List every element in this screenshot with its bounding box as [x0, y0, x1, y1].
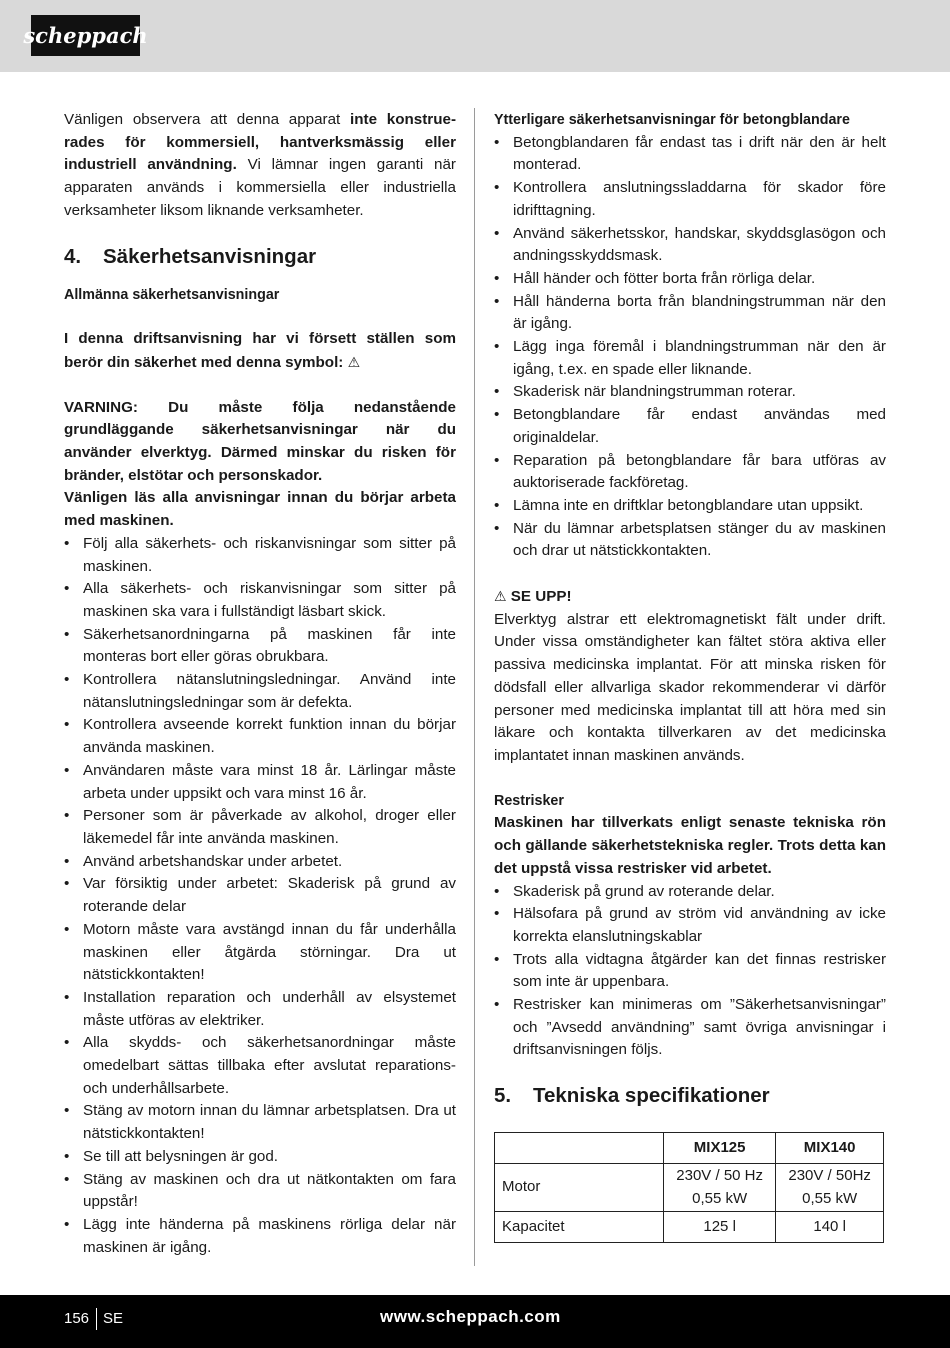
- intro-paragraph: [64, 109, 456, 223]
- table-header-cell: MIX140: [776, 1133, 884, 1164]
- table-row: [495, 1164, 884, 1212]
- bullet-dot: •: [494, 224, 500, 242]
- section-5-heading: [494, 1082, 886, 1110]
- residual-risks-list: [494, 881, 886, 1063]
- residual-risks-intro: Maskinen har tillverkats enligt senaste tekniska rön och gällande säkerhetstekniska regler. Trots detta kan det uppstå vissa restrisker vid arbetet.: [494, 814, 886, 877]
- website-link[interactable]: www.scheppach.com: [380, 1307, 561, 1326]
- spec-table: [494, 1132, 884, 1243]
- caution-title: SE UPP!: [510, 588, 572, 606]
- list-item-text: Följ alla säkerhets- och riskanvisningar som sitter på maskinen.: [83, 534, 456, 575]
- column-divider: [474, 108, 475, 1266]
- list-item-text: Lägg inga föremål i blandningstrumman när den är igång, t.ex. en spade eller liknande.: [513, 338, 886, 378]
- concrete-mixer-safety-heading: Ytterligare säkerhetsanvisningar för betongblandare: [494, 112, 850, 128]
- list-item: [494, 132, 886, 177]
- list-item-text: Använd säkerhetsskor, handskar, skyddsglasögon och andningsskyddsmask.: [513, 224, 886, 265]
- list-item: [64, 714, 456, 759]
- bullet-dot: •: [64, 875, 70, 893]
- list-item: [64, 624, 456, 669]
- warning-triangle-icon: ⚠: [494, 588, 507, 605]
- bullet-dot: •: [64, 1102, 70, 1120]
- bullet-dot: •: [494, 996, 500, 1014]
- bullet-dot: •: [494, 882, 500, 900]
- bullet-dot: •: [64, 580, 70, 598]
- residual-risks-heading: Restrisker: [494, 792, 564, 809]
- list-item-text: Skaderisk när blandningstrumman roterar.: [513, 383, 796, 401]
- list-item: [64, 919, 456, 987]
- footer-separator: [96, 1308, 97, 1330]
- list-item-text: Användaren måste vara minst 18 år. Lärlingar måste arbeta under uppsikt och vara minst 16 år.: [83, 761, 456, 802]
- bullet-dot: •: [64, 534, 70, 552]
- list-item: [494, 450, 886, 495]
- page-number: 156: [64, 1310, 90, 1327]
- table-cell: [776, 1164, 884, 1212]
- list-item: [494, 518, 886, 563]
- caution-heading: [494, 585, 886, 609]
- footer-bar: [0, 1295, 950, 1348]
- list-item-text: Säkerhetsanordningarna på maskinen får inte monteras bort eller göras obrukbara.: [83, 625, 456, 666]
- list-item: [494, 994, 886, 1062]
- list-item: [494, 381, 886, 404]
- table-header-row: [495, 1133, 884, 1164]
- section-4-number: 4.: [64, 244, 82, 268]
- list-item-text: Hälsofara på grund av ström vid användning av icke korrekta elanslutningskablar: [513, 905, 886, 945]
- list-item-text: Personer som är påverkade av alkohol, droger eller läkemedel får inte använda maskinen.: [83, 807, 456, 847]
- list-item: [494, 336, 886, 381]
- symbol-note-text: I denna driftsanvisning har vi försett ställen som berör din säkerhet med denna symbol:: [64, 330, 456, 371]
- bullet-dot: •: [64, 920, 70, 938]
- bullet-dot: •: [64, 1034, 70, 1052]
- bullet-dot: •: [494, 383, 500, 401]
- right-column: [494, 109, 886, 1243]
- brand-logo: scheppach: [31, 15, 140, 56]
- list-item-text: Håll händer och fötter borta från rörliga delar.: [513, 269, 816, 287]
- list-item: [494, 404, 886, 449]
- list-item: [64, 1032, 456, 1100]
- bullet-dot: •: [494, 269, 500, 287]
- list-item-text: Installation reparation och underhåll av elsystemet måste utföras av elektriker.: [83, 988, 456, 1029]
- read-instructions-note: Vänligen läs alla anvisningar innan du börjar arbeta med maskinen.: [64, 489, 456, 530]
- bullet-dot: •: [494, 950, 500, 968]
- warning-triangle-icon: ⚠: [347, 353, 361, 370]
- bullet-dot: •: [494, 292, 500, 310]
- list-item: [494, 177, 886, 222]
- list-item-text: Motorn måste vara avstängd innan du får underhålla maskinen eller åtgärda störningar. Dra ut nätstickkontakten!: [83, 920, 456, 984]
- list-item-text: Alla säkerhets- och riskanvisningar som sitter på maskinen ska vara i fullständigt läsbart skick.: [83, 580, 456, 620]
- bullet-dot: •: [494, 519, 500, 537]
- bullet-dot: •: [494, 133, 500, 151]
- list-item-text: Använd arbetshandskar under arbetet.: [83, 852, 343, 870]
- section-4-heading: [64, 243, 456, 271]
- table-cell: Motor: [495, 1164, 664, 1212]
- table-cell-line: 0,55 kW: [692, 1189, 748, 1207]
- table-row: [495, 1212, 884, 1243]
- list-item: [64, 987, 456, 1032]
- list-item-text: Kontrollera anslutningssladdarna för skador före idrifttagning.: [513, 179, 886, 219]
- table-cell-line: 230V / 50 Hz: [676, 1166, 763, 1184]
- bullet-dot: •: [494, 179, 500, 197]
- list-item: [494, 268, 886, 291]
- section-5-title: Tekniska specifikationer: [533, 1084, 770, 1108]
- general-safety-heading: Allmänna säkerhetsanvisningar: [64, 286, 280, 303]
- list-item: [64, 851, 456, 874]
- table-cell-line: 0,55 kW: [802, 1189, 858, 1207]
- bullet-dot: •: [64, 761, 70, 779]
- list-item-text: Se till att belysningen är god.: [83, 1147, 279, 1165]
- left-column: [64, 109, 456, 1259]
- list-item-text: Kontrollera avseende korrekt funktion innan du börjar använda maskinen.: [83, 716, 456, 757]
- list-item-text: Lägg inte händerna på maskinens rörliga delar när maskinen är igång.: [83, 1215, 456, 1256]
- list-item: [64, 805, 456, 850]
- language-code: SE: [103, 1310, 124, 1327]
- list-item: [64, 1146, 456, 1169]
- list-item: [494, 949, 886, 994]
- list-item: [64, 1100, 456, 1145]
- bullet-dot: •: [64, 671, 70, 689]
- list-item: [64, 533, 456, 578]
- list-item-text: Kontrollera nätanslutningsledningar. Använd inte nätanslutningsledningar som är defekta.: [83, 671, 456, 711]
- list-item: [494, 495, 886, 518]
- general-safety-list: [64, 533, 456, 1260]
- bullet-dot: •: [64, 988, 70, 1006]
- list-item: [64, 669, 456, 714]
- bullet-dot: •: [494, 496, 500, 514]
- list-item-text: Betongblandaren får endast tas i drift när den är helt monterad.: [513, 133, 886, 174]
- intro-text-bold: inte konstruerades för kommersiell, hantverksmässig eller industriell användning.: [64, 111, 456, 174]
- warning-paragraph: VARNING: Du måste följa nedanstående grundläggande säkerhetsanvisningar när du använder elverktyg. Därmed minskar du risken för bränder, elstötar och personskador.: [64, 398, 456, 484]
- bullet-dot: •: [494, 338, 500, 356]
- table-header-cell: [495, 1133, 664, 1164]
- list-item-text: Var försiktig under arbetet: Skaderisk på grund av roterande delar: [83, 875, 456, 916]
- bullet-dot: •: [64, 852, 70, 870]
- list-item: [494, 223, 886, 268]
- bullet-dot: •: [64, 807, 70, 825]
- bullet-dot: •: [64, 716, 70, 734]
- list-item: [494, 291, 886, 336]
- concrete-mixer-safety-list: [494, 132, 886, 563]
- symbol-note: [64, 328, 456, 374]
- list-item: [64, 760, 456, 805]
- table-header-cell: MIX125: [664, 1133, 776, 1164]
- list-item: [64, 873, 456, 918]
- list-item-text: Stäng av motorn innan du lämnar arbetsplatsen. Dra ut nätstickkontakten!: [83, 1102, 456, 1143]
- bullet-dot: •: [64, 1147, 70, 1165]
- table-cell: 125 l: [664, 1212, 776, 1243]
- list-item-text: Restrisker kan minimeras om ”Säkerhetsanvisningar” och ”Avsedd användning” samt övriga anvisningar i driftsanvisningen följs.: [513, 996, 886, 1059]
- list-item-text: Skaderisk på grund av roterande delar.: [513, 882, 775, 900]
- table-cell: [664, 1164, 776, 1212]
- list-item: [494, 881, 886, 904]
- list-item: [64, 1214, 456, 1259]
- bullet-dot: •: [494, 406, 500, 424]
- list-item: [64, 1169, 456, 1214]
- list-item-text: Reparation på betongblandare får bara utföras av auktoriserade fackföretag.: [513, 451, 886, 492]
- list-item-text: Alla skydds- och säkerhetsanordningar måste omedelbart sättas tillbaka efter avslutat reparations- och underhållsarbete.: [83, 1034, 456, 1097]
- list-item: [64, 578, 456, 623]
- list-item: [494, 903, 886, 948]
- list-item-text: Lämna inte en driftklar betongblandare utan uppsikt.: [513, 496, 864, 514]
- list-item-text: Trots alla vidtagna åtgärder kan det finnas restrisker som inte är uppenbara.: [513, 950, 886, 991]
- bullet-dot: •: [494, 451, 500, 469]
- list-item-text: Stäng av maskinen och dra ut nätkontakten om fara uppstår!: [83, 1170, 456, 1211]
- list-item-text: Håll händerna borta från blandningstrumman när den är igång.: [513, 292, 886, 333]
- bullet-dot: •: [494, 905, 500, 923]
- section-4-title: Säkerhetsanvisningar: [103, 244, 317, 268]
- bullet-dot: •: [64, 1215, 70, 1233]
- caution-paragraph: Elverktyg alstrar ett elektromagnetiskt fält under drift. Under vissa omständigheter kan fältet störa aktiva eller passiva medicinska implantat. För att minska risken för dödsfall eller allvarliga skador rekommenderar vi därför personer med medicinska implantat till att höra med sin läkare och kontakta tillverkaren av det medicinska implantatet innan maskinen används.: [494, 610, 886, 764]
- list-item-text: När du lämnar arbetsplatsen stänger du av maskinen och drar ut nätstickkontakten.: [513, 519, 886, 560]
- table-cell: 140 l: [776, 1212, 884, 1243]
- bullet-dot: •: [64, 1170, 70, 1188]
- list-item-text: Betongblandare får endast användas med originaldelar.: [513, 406, 886, 446]
- table-cell-line: 230V / 50Hz: [788, 1166, 871, 1184]
- bullet-dot: •: [64, 625, 70, 643]
- intro-text-1: Vänligen observera att denna apparat: [64, 111, 351, 128]
- table-cell: Kapacitet: [495, 1212, 664, 1243]
- section-5-number: 5.: [494, 1084, 512, 1108]
- header-bar: [0, 0, 950, 72]
- intro-text-2: Vi lämnar ingen garanti när apparaten används i kommersiella eller industriella verksamheter liksom liknande verksamheter.: [64, 156, 456, 219]
